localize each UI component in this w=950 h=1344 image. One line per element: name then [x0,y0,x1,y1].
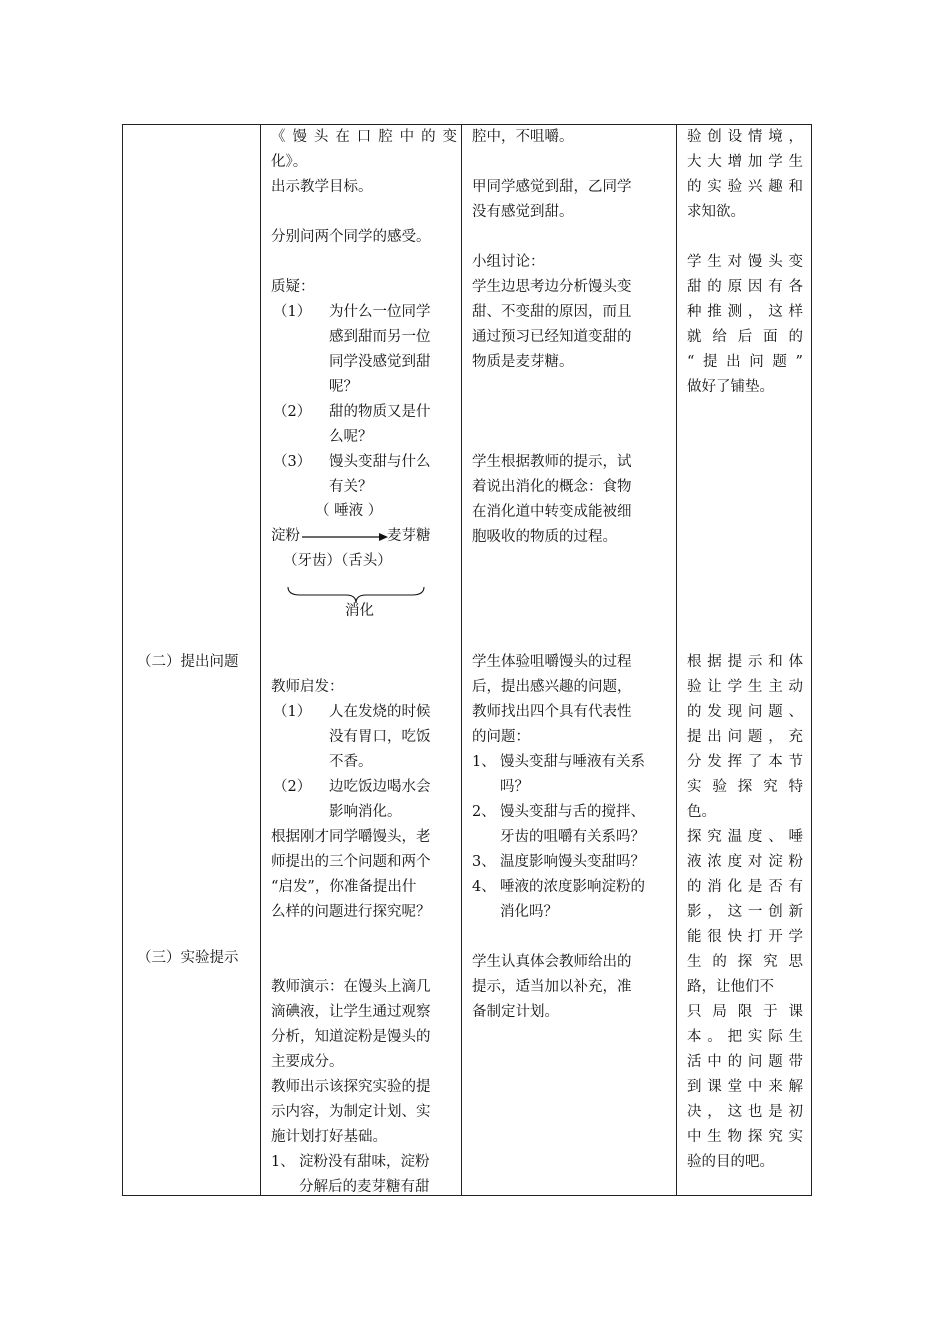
teacher-line: 淀粉没有甜味，淀粉 [299,1154,430,1170]
intent-line: 色。 [687,804,716,820]
teacher-line: 没有胃口，吃饭 [329,729,431,745]
teacher-line: 根据刚才同学嚼馒头，老 [271,829,431,845]
teacher-line: 分解后的麦芽糖有甜 [299,1179,430,1195]
teacher-line: 为什么一位同学 [329,304,431,320]
list-number: （2） [273,404,312,420]
list-number: （2） [273,779,312,795]
list-number: （1） [273,704,312,720]
teacher-line: 《 馒 头 在 口 腔 中 的 变 [271,129,457,145]
teacher-line: 边吃饭边喝水会 [329,779,431,795]
intent-line: 的 实 验 兴 趣 和 [687,179,803,195]
teacher-line: 呢？ [329,379,358,395]
student-line: 甲同学感觉到甜，乙同学 [472,179,632,195]
diagram-digestion-label: 消化 [345,603,374,619]
diagram-arrow-icon [301,529,389,545]
intent-line: 中 生 物 探 究 实 [687,1129,803,1145]
intent-column [677,125,811,1195]
intent-line: 本 。 把 实 际 生 [687,1029,803,1045]
student-line: 通过预习已经知道变甜的 [472,329,632,345]
student-line: 学生认真体会教师给出的 [472,954,632,970]
diagram-starch-label: 淀粉 [271,528,300,544]
intent-line: 路，让他们不 [687,979,774,995]
intent-line: 能 很 快 打 开 学 [687,929,803,945]
diagram-maltose-label: 麦芽糖 [387,528,431,544]
intent-line: 只 局 限 于 课 [687,1004,803,1020]
student-line: 小组讨论： [472,254,545,270]
teacher-line: 化》。 [271,154,308,170]
intent-line: “ 提 出 问 题 ” [687,354,803,370]
intent-line: 学 生 对 馒 头 变 [687,254,803,270]
student-line: 馒头变甜与唾液有关系 [500,754,645,770]
intent-line: 生 的 探 究 思 [687,954,803,970]
section-label-hint: （三）实验提示 [137,950,239,966]
list-number: 1、 [472,754,496,770]
intent-line: 就 给 后 面 的 [687,329,803,345]
teacher-line: 馒头变甜与什么 [329,454,431,470]
list-number: （1） [273,304,312,320]
student-line: 着说出消化的概念：食物 [472,479,632,495]
teacher-line: 人在发烧的时候 [329,704,431,720]
intent-line: 种 推 测 ， 这 样 [687,304,803,320]
student-line: 胞吸收的物质的过程。 [472,529,617,545]
teacher-column [261,125,461,1195]
teacher-line: 分析，知道淀粉是馒头的 [271,1029,431,1045]
section-column [123,125,260,1195]
teacher-line: 影响消化。 [329,804,402,820]
list-number: 4、 [472,879,496,895]
intent-line: 求知欲。 [687,204,745,220]
intent-line: 活 中 的 问 题 带 [687,1054,803,1070]
student-line: 牙齿的咀嚼有关系吗？ [500,829,645,845]
teacher-line: 教师演示：在馒头上滴几 [271,979,431,995]
teacher-line: 同学没感觉到甜 [329,354,431,370]
student-line: 的问题： [472,729,530,745]
teacher-line: 么样的问题进行探究呢？ [271,904,431,920]
teacher-line: 滴碘液，让学生通过观察 [271,1004,431,1020]
teacher-line: “启发”，你准备提出什 [271,879,417,895]
intent-line: 验 创 设 情 境 ， [687,129,803,145]
intent-line: 的 发 现 问 题 、 [687,704,803,720]
list-number: 2、 [472,804,496,820]
intent-line: 影 ， 这 一 创 新 [687,904,803,920]
intent-line: 的 消 化 是 否 有 [687,879,803,895]
student-line: 温度影响馒头变甜吗？ [500,854,645,870]
teacher-line: 教师启发： [271,679,344,695]
intent-line: 大 大 增 加 学 生 [687,154,803,170]
intent-line: 到 课 堂 中 来 解 [687,1079,803,1095]
diagram-teeth-tongue-label: （牙齿）（舌头） [283,553,392,569]
intent-line: 实 验 探 究 特 [687,779,803,795]
list-number: 3、 [472,854,496,870]
student-line: 没有感觉到甜。 [472,204,574,220]
intent-line: 甜 的 原 因 有 各 [687,279,803,295]
intent-line: 验的目的吧。 [687,1154,774,1170]
student-line: 教师找出四个具有代表性 [472,704,632,720]
student-column [462,125,676,1195]
teacher-line: 有关？ [329,479,373,495]
teacher-line: 分别问两个同学的感受。 [271,229,431,245]
student-line: 馒头变甜与舌的搅拌、 [500,804,645,820]
intent-line: 验 让 学 生 主 动 [687,679,803,695]
intent-line: 探 究 温 度 、 唾 [687,829,803,845]
student-line: 学生边思考边分析馒头变 [472,279,632,295]
student-line: 腔中，不咀嚼。 [472,129,574,145]
student-line: 唾液的浓度影响淀粉的 [500,879,645,895]
teacher-line: 施计划打好基础。 [271,1129,387,1145]
intent-line: 决 ， 这 也 是 初 [687,1104,803,1120]
teacher-line: 不香。 [329,754,373,770]
student-line: 吗？ [500,779,529,795]
lesson-table [122,124,812,1196]
teacher-line: 出示教学目标。 [271,179,373,195]
list-number: 1、 [271,1154,295,1170]
teacher-line: 么呢？ [329,429,373,445]
student-line: 物质是麦芽糖。 [472,354,574,370]
list-number: （3） [273,454,312,470]
student-line: 提示，适当加以补充，准 [472,979,632,995]
teacher-line: 主要成分。 [271,1054,344,1070]
teacher-line: 示内容，为制定计划、实 [271,1104,431,1120]
diagram-saliva-label: （ 唾液 ） [315,503,383,519]
teacher-line: 甜的物质又是什 [329,404,431,420]
student-line: 后，提出感兴趣的问题， [472,679,632,695]
teacher-line: 教师出示该探究实验的提 [271,1079,431,1095]
student-line: 消化吗？ [500,904,558,920]
intent-line: 液 浓 度 对 淀 粉 [687,854,803,870]
student-line: 甜、不变甜的原因，而且 [472,304,632,320]
intent-line: 分 发 挥 了 本 节 [687,754,803,770]
teacher-line: 质疑： [271,279,315,295]
intent-line: 根 据 提 示 和 体 [687,654,803,670]
teacher-line: 感到甜而另一位 [329,329,431,345]
student-line: 在消化道中转变成能被细 [472,504,632,520]
student-line: 备制定计划。 [472,1004,559,1020]
intent-line: 做好了铺垫。 [687,379,774,395]
section-label-question: （二）提出问题 [137,654,239,670]
student-line: 学生体验咀嚼馒头的过程 [472,654,632,670]
teacher-line: 师提出的三个问题和两个 [271,854,431,870]
student-line: 学生根据教师的提示，试 [472,454,632,470]
intent-line: 提 出 问 题 ， 充 [687,729,803,745]
